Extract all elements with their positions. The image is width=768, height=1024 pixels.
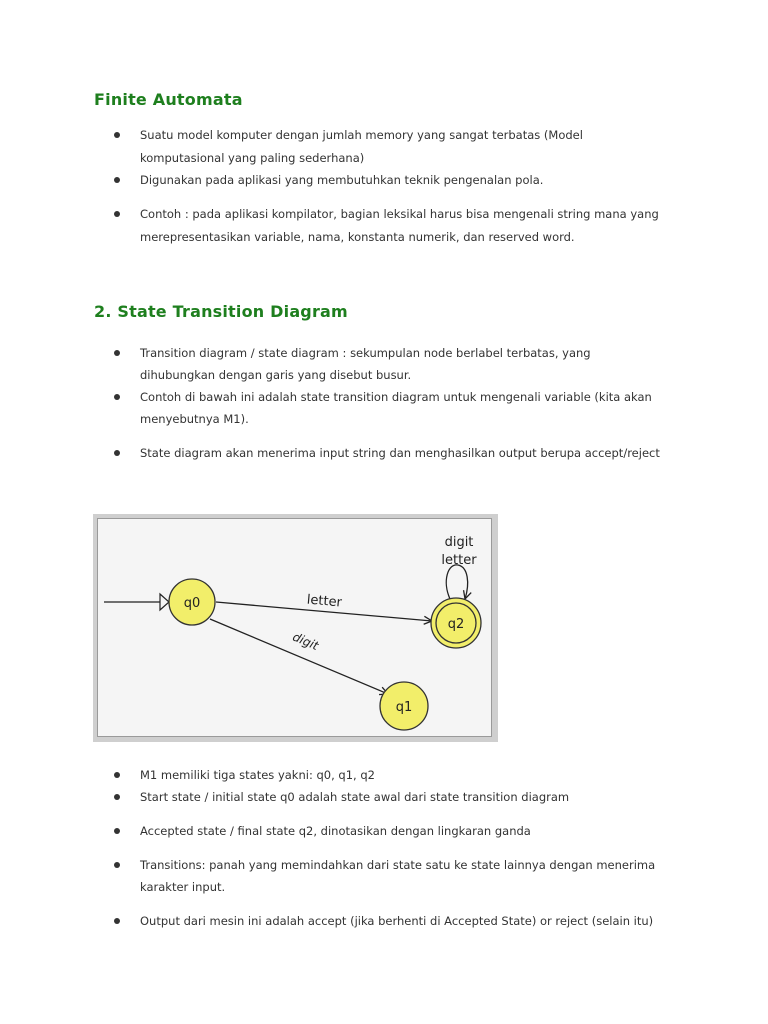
bullet-icon [114, 394, 120, 400]
state-diagram-figure [93, 514, 498, 742]
list-item-line: M1 memiliki tiga states yakni: q0, q1, q2 [140, 768, 375, 782]
start-arrow-head [160, 594, 169, 610]
list-item-line: Contoh : pada aplikasi kompilator, bagian leksikal harus bisa mengenali string mana yang [140, 207, 659, 221]
list-item-line: merepresentasikan variable, nama, konstanta numerik, dan reserved word. [140, 230, 575, 244]
state-diagram-canvas [97, 518, 492, 737]
self-loop-q2 [446, 565, 467, 599]
loop-label-line1: digit [444, 535, 474, 550]
list-item-line: Suatu model komputer dengan jumlah memory yang sangat terbatas (Model [140, 128, 583, 142]
list-item-line: menyebutnya M1). [140, 412, 249, 426]
bullet-icon [114, 828, 120, 834]
list-item-line: State diagram akan menerima input string dan menghasilkan output berupa accept/reject [140, 446, 660, 460]
edge-digit-label: digit [290, 629, 321, 653]
list-item-line: Transitions: panah yang memindahkan dari state satu ke state lainnya dengan menerima [140, 858, 656, 872]
edge-letter-label: letter [306, 592, 343, 611]
list-item-line: Digunakan pada aplikasi yang membutuhkan teknik pengenalan pola. [140, 173, 544, 187]
bullet-icon [114, 450, 120, 456]
state-q0-label: q0 [183, 596, 201, 611]
bullet-icon [114, 772, 120, 778]
bullet-icon [114, 350, 120, 356]
heading-finite-automata: Finite Automata [94, 90, 243, 109]
bullet-icon [114, 211, 120, 217]
loop-label-line2: letter [441, 553, 477, 568]
state-q2-label: q2 [447, 617, 465, 632]
list-item-line: Transition diagram / state diagram : sekumpulan node berlabel terbatas, yang [140, 346, 591, 360]
list-item-line: komputasional yang paling sederhana) [140, 151, 365, 165]
list-item-line: Accepted state / final state q2, dinotasikan dengan lingkaran ganda [140, 824, 531, 838]
list-item-line: karakter input. [140, 880, 226, 894]
bullet-icon [114, 862, 120, 868]
list-item-line: dihubungkan dengan garis yang disebut busur. [140, 368, 412, 382]
bullet-icon [114, 177, 120, 183]
list-item-line: Contoh di bawah ini adalah state transition diagram untuk mengenali variable (kita akan [140, 390, 652, 404]
list-item-line: Output dari mesin ini adalah accept (jika berhenti di Accepted State) or reject (selain itu) [140, 914, 654, 928]
list-item-line: Start state / initial state q0 adalah state awal dari state transition diagram [140, 790, 570, 804]
heading-state-transition-diagram: 2. State Transition Diagram [94, 302, 348, 321]
state-q1-label: q1 [395, 700, 413, 715]
bullet-icon [114, 794, 120, 800]
bullet-icon [114, 918, 120, 924]
state-diagram-svg [98, 519, 493, 738]
bullet-icon [114, 132, 120, 138]
